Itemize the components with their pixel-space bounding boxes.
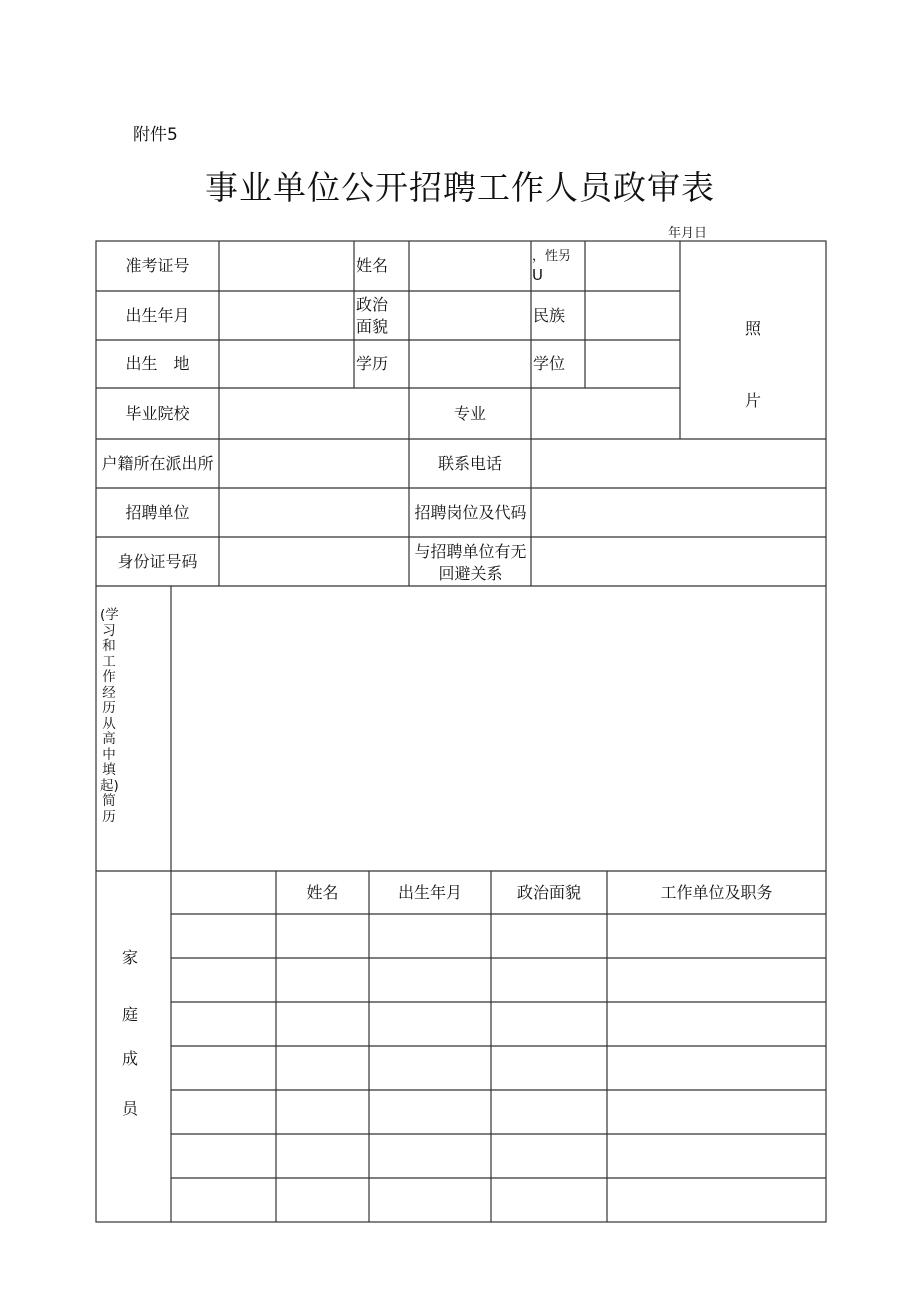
- gender-mark: U: [532, 266, 543, 284]
- resume-label: (学习和工作经历从高中填起)简历: [100, 607, 119, 825]
- form-title: 事业单位公开招聘工作人员政审表: [205, 168, 715, 207]
- table-row[interactable]: [171, 1090, 826, 1134]
- family-label-char: 员: [121, 1099, 138, 1118]
- major-field[interactable]: [531, 388, 680, 439]
- phone-field[interactable]: [531, 439, 826, 488]
- recruit-unit-field[interactable]: [219, 488, 409, 537]
- attachment-label: 附件5: [133, 125, 178, 145]
- photo-label-bottom: 片: [744, 391, 761, 410]
- phone-label: 联系电话: [437, 453, 502, 473]
- name-field[interactable]: [409, 241, 531, 291]
- hukou-police-label: 户籍所在派出所: [101, 453, 214, 473]
- ethnicity-label: 民族: [533, 305, 566, 325]
- table-row[interactable]: [171, 1134, 826, 1178]
- ethnicity-field[interactable]: [585, 291, 680, 340]
- post-code-label: 招聘岗位及代码: [414, 502, 527, 522]
- id-number-field[interactable]: [219, 537, 409, 586]
- family-header-politics: 政治面貌: [516, 882, 581, 902]
- table-row[interactable]: [171, 1178, 826, 1222]
- education-label: 学历: [356, 354, 389, 373]
- resume-field[interactable]: [171, 586, 826, 871]
- family-header-name: 姓名: [306, 882, 339, 902]
- family-header-birth: 出生年月: [397, 882, 462, 902]
- gender-field[interactable]: [585, 241, 680, 291]
- recruit-unit-label: 招聘单位: [125, 502, 190, 522]
- family-header-work: 工作单位及职务: [660, 882, 773, 902]
- date-label: 年月日: [668, 226, 708, 241]
- family-label-char: 成: [121, 1049, 138, 1068]
- name-label: 姓名: [356, 256, 389, 275]
- family-header-relation: [171, 871, 276, 914]
- school-field[interactable]: [219, 388, 409, 439]
- avoidance-label: 与招聘单位有无回避关系: [414, 542, 527, 583]
- birth-month-label: 出生年月: [125, 305, 190, 325]
- birthplace-label: 出生 地: [125, 354, 190, 373]
- table-row[interactable]: [171, 958, 826, 1002]
- table-row[interactable]: [171, 1002, 826, 1046]
- table-row[interactable]: [171, 914, 826, 958]
- exam-id-label: 准考证号: [125, 256, 190, 275]
- birth-month-field[interactable]: [219, 291, 354, 340]
- exam-id-field[interactable]: [219, 241, 354, 291]
- birthplace-field[interactable]: [219, 340, 354, 388]
- family-label-char: 家: [121, 948, 138, 967]
- hukou-police-field[interactable]: [219, 439, 409, 488]
- photo-label-top: 照: [744, 319, 761, 338]
- family-label-char: 庭: [121, 1005, 138, 1024]
- family-rows: [171, 914, 826, 1222]
- gender-label: ，性另: [532, 249, 572, 264]
- major-label: 专业: [453, 403, 486, 423]
- politics-field[interactable]: [409, 291, 531, 340]
- avoidance-field[interactable]: [531, 537, 826, 586]
- politics-label: 政治面貌: [356, 294, 389, 336]
- post-code-field[interactable]: [531, 488, 826, 537]
- degree-label: 学位: [533, 354, 566, 373]
- education-field[interactable]: [409, 340, 531, 388]
- school-label: 毕业院校: [125, 403, 190, 423]
- id-number-label: 身份证号码: [117, 551, 198, 571]
- degree-field[interactable]: [585, 340, 680, 388]
- table-row[interactable]: [171, 1046, 826, 1090]
